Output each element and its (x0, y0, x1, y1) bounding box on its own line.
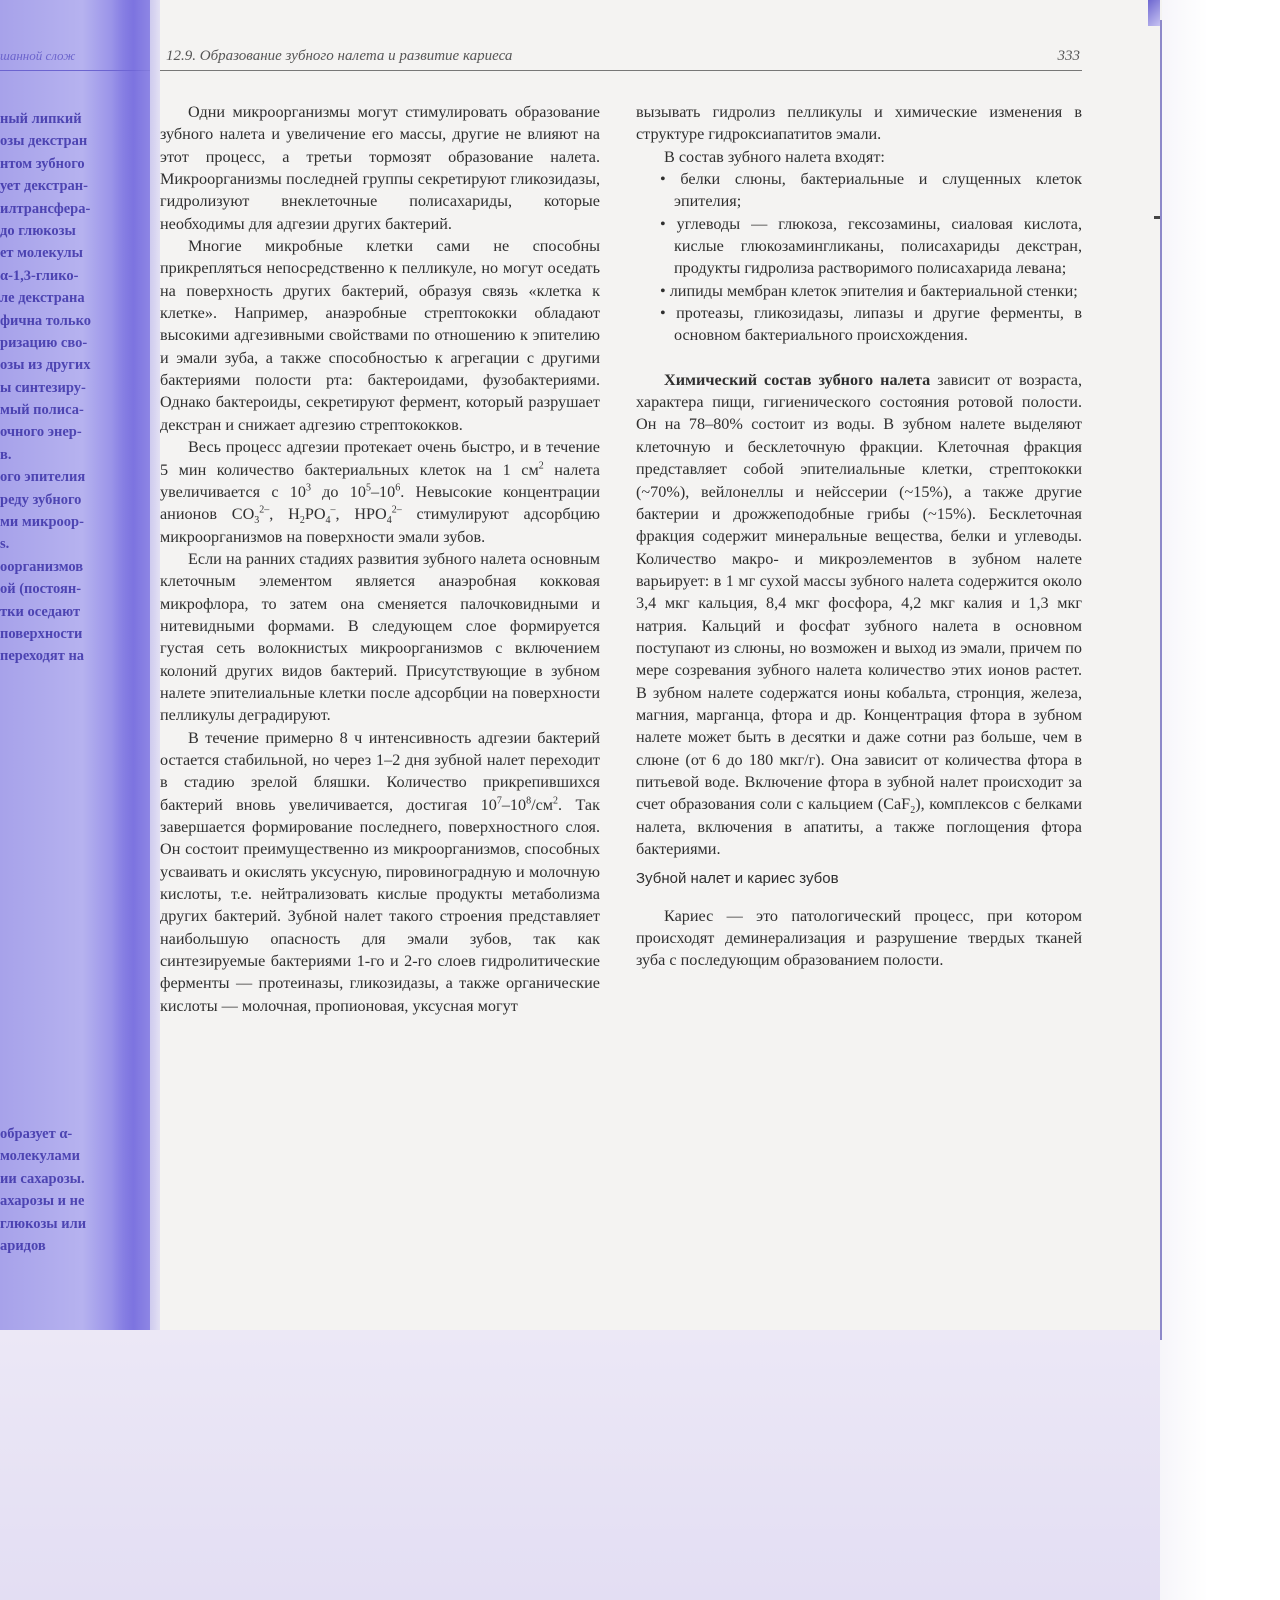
list-item: • протеазы, гликозидазы, липазы и другие ферменты, в основном бактериального происхождения. (636, 302, 1082, 347)
left-page-running-head: шанной слож (0, 48, 76, 63)
left-page-line: поверхности (0, 625, 83, 642)
left-page-line: ой (постоян- (0, 581, 82, 598)
paragraph: вызывать гидролиз пелликулы и химические изменения в структуре гидроксиапатитов эмали. (636, 103, 1082, 144)
left-page-line: оорганизмов (0, 558, 84, 575)
left-page-line: молекулами (0, 1148, 80, 1165)
paragraph-chemical-composition: Химический состав зубного налета зависит от возраста, характера пищи, гигиенического состояния ротовой полости. Он на 78–80% состоит из воды. В зубном налете выделяют клеточную и бесклеточную фракции. Клеточная фракция представляет собой эпителиальные клетки, стрептококки (~70%), вейлонеллы и нейссерии (~15%), а также другие бактерии и дрожжеподобные грибы (~15%). Бесклеточная фракция содержит минеральные вещества, белки и углеводы. Количество макро- и микроэлементов в зубном налете варьирует: в 1 мг сухой массы зубного налета содержится около 3,4 мкг кальция, 8,4 мкг фосфора, 4,2 мкг калия и 1,3 мкг натрия. Кальций и фосфат зубного налета в основном поступают из слюны, но возможен и выход из эмали, причем по мере созревания зубного налета количество этих ионов растет. В зубном налете содержатся ионы кобальта, стронция, железа, магния, марганца, фтора и др. Концентрация фтора в зубном налете может быть в десятки и даже сотни раз больше, чем в слюне (от 6 до 180 мкг/г). Она зависит от количества фтора в питьевой воде. Включение фтора в зубной налет происходит за счет образования соли с кальцием (CaF$_2$), комплексов с белками налета, включения в апатиты, а также поглощения фтора бактериями. (636, 370, 1083, 858)
page-edge (1160, 20, 1162, 1340)
left-page-line: илтрансфера- (0, 200, 91, 217)
paragraph-caries: Кариес — это патологический процесс, при котором происходят деминерализация и разрушение твердых тканей зуба с последующим образованием полости. (636, 906, 1082, 970)
section-title: 12.9. Образование зубного налета и развитие кариеса (166, 48, 513, 64)
left-page-line: тки оседают (0, 603, 81, 620)
left-page-line: очного энер- (0, 424, 82, 441)
left-page-line: ого эпителия (0, 469, 86, 486)
left-page-line: α-1,3-глико- (0, 267, 79, 284)
left-page-line: ует декстран- (0, 178, 88, 195)
left-page-line: озы декстран (0, 133, 88, 150)
header-rule (160, 70, 1082, 71)
paragraph: Если на ранних стадиях развития зубного налета основным клеточным элементом является анаэробная кокковая микрофлора, то затем она сменяется палочковидными и нитевидными формами. В следующем слое формируется густая сеть волокнистых микроорганизмов с включением колоний других видов бактерий. Присутствующие в зубном налете эпителиальные клетки после адсорбции на поверхности пелликулы деградируют. (160, 549, 600, 725)
scanner-bed-bottom (0, 1325, 1280, 1600)
corner-shadow (1148, 0, 1160, 26)
list-item: • углеводы — глюкоза, гексозамины, сиаловая кислота, кислые глюкозамингликаны, полисахариды декстран, продукты гидролиза растворимого полисахарида левана; (636, 213, 1082, 280)
left-page-line: озы из других (0, 357, 91, 374)
left-page-line: мый полиса- (0, 402, 84, 419)
left-page-line: до глюкозы (0, 222, 76, 239)
composition-list (636, 168, 1082, 347)
scanner-bed-right (1160, 0, 1280, 1600)
paragraph: В состав зубного налета входят: (664, 147, 885, 166)
paragraph-adhesion-speed: Весь процесс адгезии протекает очень быстро, и в течение 5 мин количество бактериальных клеток на 1 $см^2$ налета увеличивается с $10^3$ до $10^5-10^6$. Невысокие концентрации анионов $CO_3^{2-}$, $H_2PO_4^-$, $HPO_4^{2-}$ стимулируют адсорбцию микроорганизмов на поверхности эмали зубов. (160, 438, 600, 546)
right-column (636, 101, 1082, 972)
paragraph: Многие микробные клетки сами не способны прикрепляться непосредственно к пелликуле, но могут оседать на поверхность других бактерий, образуя связь «клетка к клетке». Например, анаэробные стрептококки обладают высокими адгезивными свойствами по отношению к эпителию и эмали зуба, а также способностью к агрегации с другими бактериями полости рта: бактероидами, фузобактериями. Однако бактероиды, секретируют фермент, который разрушает декстран и снижает адгезию стрептококков. (160, 237, 600, 434)
left-column (160, 101, 600, 1017)
paragraph: Одни микроорганизмы могут стимулировать образование зубного налета и увеличение его массы, другие не влияют на этот процесс, а третьи тормозят образование налета. Микроорганизмы последней группы секретируют гликозидазы, гидролизуют внеклеточные полисахариды, которые необходимы для адгезии других бактерий. (160, 103, 600, 233)
left-page-line: ле декстрана (0, 290, 85, 307)
subheading: Зубной налет и кариес зубов (636, 870, 839, 888)
left-page-line: ризацию сво- (0, 334, 88, 351)
page-number: 333 (1057, 48, 1080, 64)
left-page-line: s. (0, 536, 10, 553)
spacer (636, 347, 1082, 369)
list-item: • белки слюны, бактериальные и слущенных клеток эпителия; (636, 168, 1082, 213)
left-page-line: в. (0, 446, 12, 463)
paragraph-mature-plaque: В течение примерно 8 ч интенсивность адгезии бактерий остается стабильной, но через 1–2 дня зубной налет переходит в стадию зрелой бляшки. Количество прикрепившихся бактерий вновь увеличивается, достигая $10^7-10^8/см^2$. Так завершается формирование последнего, поверхностного слоя. Он состоит преимущественно из микроорганизмов, способных усваивать и окислять уксусную, пировиноградную и молочную кислоты, т.е. нейтрализовать кислые продукты метаболизма других бактерий. Зубной налет такого строения представляет наибольшую опасность для эмали зубов, так как синтезируемые бактериями 1-го и 2-го слоев гидролитические ферменты — протеиназы, гликозидазы, а также органические кислоты — молочная, пропионовая, уксусная могут (160, 728, 600, 1015)
left-page-line: ный липкий (0, 111, 82, 127)
left-page-line: фична только (0, 312, 92, 329)
list-item: • липиды мембран клеток эпителия и бактериальной стенки; (636, 280, 1082, 302)
left-page-line: образует α- (0, 1126, 73, 1142)
left-page-line: нтом зубного (0, 155, 85, 172)
left-page-line: глюкозы или (0, 1215, 87, 1232)
left-page-line: ы синтезиру- (0, 379, 86, 396)
term-bold: Химический состав зубного налета (664, 370, 931, 389)
left-page-line: ахарозы и не (0, 1193, 85, 1210)
left-page-line: ет молекулы (0, 245, 83, 262)
left-page-line: реду зубного (0, 491, 82, 508)
left-page-line: аридов (0, 1237, 46, 1254)
left-page-line: ии сахарозы. (0, 1170, 85, 1187)
left-page-line: переходят на (0, 648, 85, 665)
book-spine-shadow (112, 0, 160, 1330)
left-page-line: ми микроор- (0, 514, 84, 531)
margin-mark (1154, 216, 1160, 219)
